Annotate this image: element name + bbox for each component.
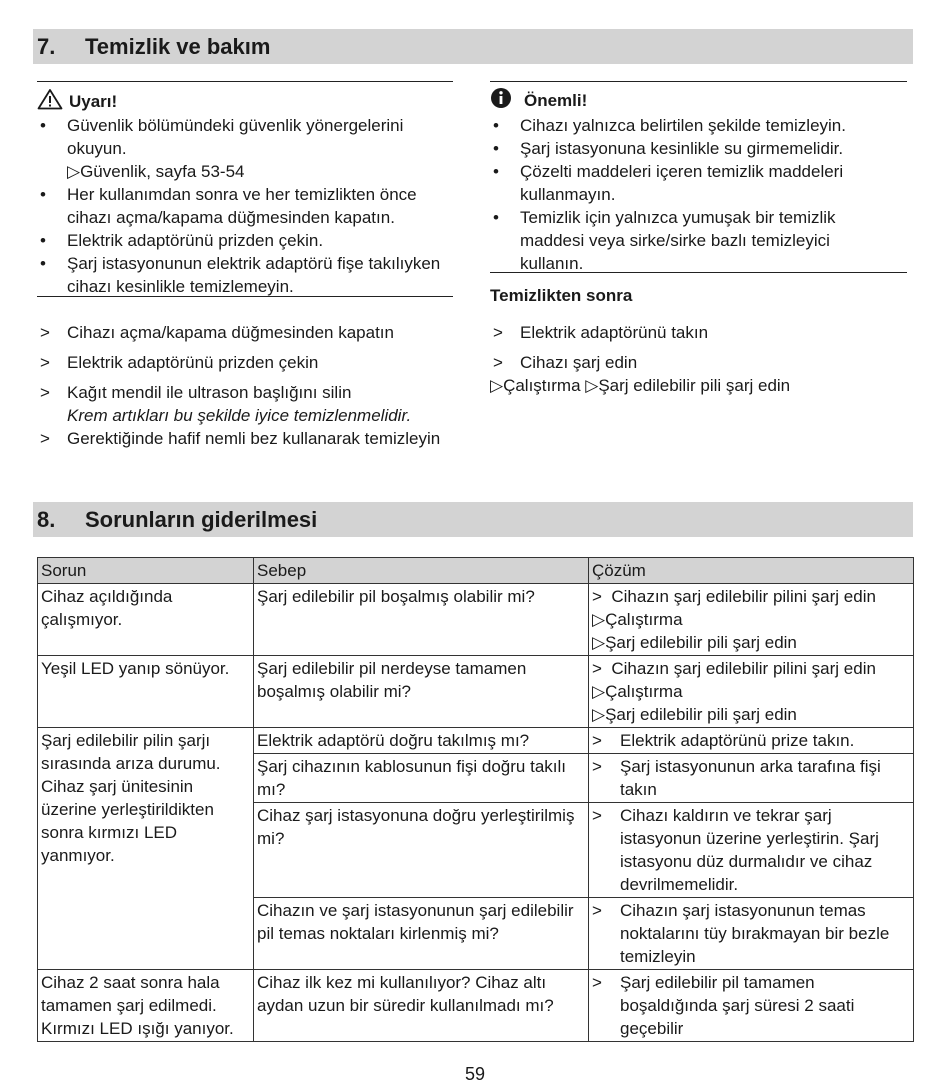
warning-triangle-icon (37, 88, 63, 115)
solution-text: Cihazı kaldırın ve tekrar şarj istasyonun üzerine yerleştirin. Şarj istasyonu düz durmalıdır ve cihaz devrilmemelidir. (620, 806, 879, 894)
table-row (38, 584, 914, 656)
solution-text: Cihazın şarj istasyonunun temas noktalarını tüy bırakmayan bir bezle temizleyin (620, 901, 890, 966)
important-heading (490, 87, 587, 114)
problem-cell: Şarj edilebilir pilin şarjı sırasında arıza durumu. Cihaz şarj ünitesinin üzerine yerleştirildikten sonra kırmızı LED yanmıyor. (38, 728, 254, 970)
after-cleaning-steps (490, 321, 907, 374)
after-cleaning-title: Temizlikten sonra (490, 286, 633, 305)
cleaning-steps (37, 321, 453, 457)
section-8-number: 8. (37, 506, 56, 532)
solution-cell: > Cihazın şarj istasyonunun temas noktalarını tüy bırakmayan bir bezle temizleyin (589, 898, 914, 970)
important-item: • Temizlik için yalnızca yumuşak bir temizlik maddesi veya sirke/sirke bazlı temizleyici kullanın. (490, 206, 880, 275)
section-8-header (33, 502, 913, 537)
after-step: > Cihazı şarj edin (493, 353, 638, 372)
cause-cell: Cihaz ilk kez mi kullanılıyor? Cihaz altı aydan uzun bir süredir kullanılmadı mı? (254, 970, 589, 1042)
important-top-rule (490, 81, 907, 82)
solution-ref: ▷Çalıştırma (592, 610, 683, 629)
table-row (38, 970, 914, 1042)
table-header-row (38, 558, 914, 584)
important-list (490, 114, 880, 275)
solution-text: Şarj istasyonunun arka tarafına fişi takın (620, 757, 881, 799)
important-bottom-rule (490, 272, 907, 273)
warning-item: • Elektrik adaptörünü prizden çekin. (37, 229, 453, 252)
safety-xref: ▷Güvenlik, sayfa 53-54 (67, 162, 245, 181)
column-header: Çözüm (589, 558, 914, 584)
important-title: Önemli! (524, 90, 588, 110)
after-cleaning-refs: ▷Çalıştırma ▷Şarj edilebilir pili şarj edin (490, 376, 791, 395)
section-7-number: 7. (37, 33, 56, 59)
solution-text: Şarj edilebilir pil tamamen boşaldığında şarj süresi 2 saati geçebilir (620, 973, 855, 1038)
column-header: Sebep (254, 558, 589, 584)
important-item: • Şarj istasyonuna kesinlikle su girmemelidir. (490, 137, 880, 160)
cleaning-step: > Gerektiğinde hafif nemli bez kullanarak temizleyin (40, 429, 441, 448)
section-7-header (33, 29, 913, 64)
cause-cell: Elektrik adaptörü doğru takılmış mı? (254, 728, 589, 754)
cause-cell: Cihazın ve şarj istasyonunun şarj edilebilir pil temas noktaları kirlenmiş mi? (254, 898, 589, 970)
section-7-title: Temizlik ve bakım (85, 33, 271, 59)
problem-cell: Cihaz 2 saat sonra hala tamamen şarj edilmedi. Kırmızı LED ışığı yanıyor. (38, 970, 254, 1042)
solution-cell: > Elektrik adaptörünü prize takın. (589, 728, 914, 754)
cleaning-step: > Cihazı açma/kapama düğmesinden kapatın (40, 323, 394, 342)
solution-cell: > Şarj istasyonunun arka tarafına fişi takın (589, 754, 914, 803)
solution-ref: ▷Şarj edilebilir pili şarj edin (592, 705, 797, 724)
warning-item: • Her kullanımdan sonra ve her temizlikten önce cihazı açma/kapama düğmesinden kapatın. (37, 183, 453, 229)
warning-item: • Şarj istasyonunun elektrik adaptörü fişe takılıyken cihazı kesinlikle temizlemeyin. (37, 252, 453, 298)
table-row (38, 728, 914, 754)
cause-cell: Şarj cihazının kablosunun fişi doğru takılı mı? (254, 754, 589, 803)
solution-cell: > Şarj edilebilir pil tamamen boşaldığında şarj süresi 2 saati geçebilir (589, 970, 914, 1042)
warning-item: • Güvenlik bölümündeki güvenlik yönergelerini okuyun. ▷Güvenlik, sayfa 53-54 (37, 114, 453, 183)
problem-cell: Cihaz açıldığında çalışmıyor. (38, 584, 254, 656)
warning-title: Uyarı! (69, 91, 118, 111)
cause-cell: Cihaz şarj istasyonuna doğru yerleştirilmiş mi? (254, 803, 589, 898)
important-item: • Çözelti maddeleri içeren temizlik maddeleri kullanmayın. (490, 160, 880, 206)
cleaning-step: > Kağıt mendil ile ultrason başlığını silin Krem artıkları bu şekilde iyice temizlenmelidir. (37, 381, 453, 427)
after-step: > Elektrik adaptörünü takın (493, 323, 709, 342)
cleaning-step: > Elektrik adaptörünü prizden çekin (40, 353, 319, 372)
cleaning-step-note: Krem artıkları bu şekilde iyice temizlenmelidir. (67, 406, 412, 425)
warning-heading (37, 88, 117, 115)
cause-cell: Şarj edilebilir pil nerdeyse tamamen boşalmış olabilir mi? (254, 656, 589, 728)
warning-list (37, 114, 453, 298)
solution-cell (589, 584, 914, 656)
solution-ref: ▷Çalıştırma (592, 682, 683, 701)
cause-cell: Şarj edilebilir pil boşalmış olabilir mi? (254, 584, 589, 656)
important-item: • Cihazı yalnızca belirtilen şekilde temizleyin. (490, 114, 880, 137)
solution-cell (589, 656, 914, 728)
solution-cell: > Cihazı kaldırın ve tekrar şarj istasyonun üzerine yerleştirin. Şarj istasyonu düz durmalıdır ve cihaz devrilmemelidir. (589, 803, 914, 898)
section-8-title: Sorunların giderilmesi (85, 506, 318, 532)
solution-line: > Cihazın şarj edilebilir pilini şarj edin (592, 659, 876, 678)
page-number: 59 (464, 1064, 486, 1084)
warning-top-rule (37, 81, 453, 82)
solution-line: > Cihazın şarj edilebilir pilini şarj edin (592, 587, 876, 606)
solution-text: Elektrik adaptörünü prize takın. (620, 731, 855, 750)
warning-bottom-rule (37, 296, 453, 297)
solution-ref: ▷Şarj edilebilir pili şarj edin (592, 633, 797, 652)
info-icon (490, 87, 512, 114)
troubleshooting-table (37, 557, 914, 1042)
table-row (38, 656, 914, 728)
problem-cell: Yeşil LED yanıp sönüyor. (38, 656, 254, 728)
column-header: Sorun (38, 558, 254, 584)
